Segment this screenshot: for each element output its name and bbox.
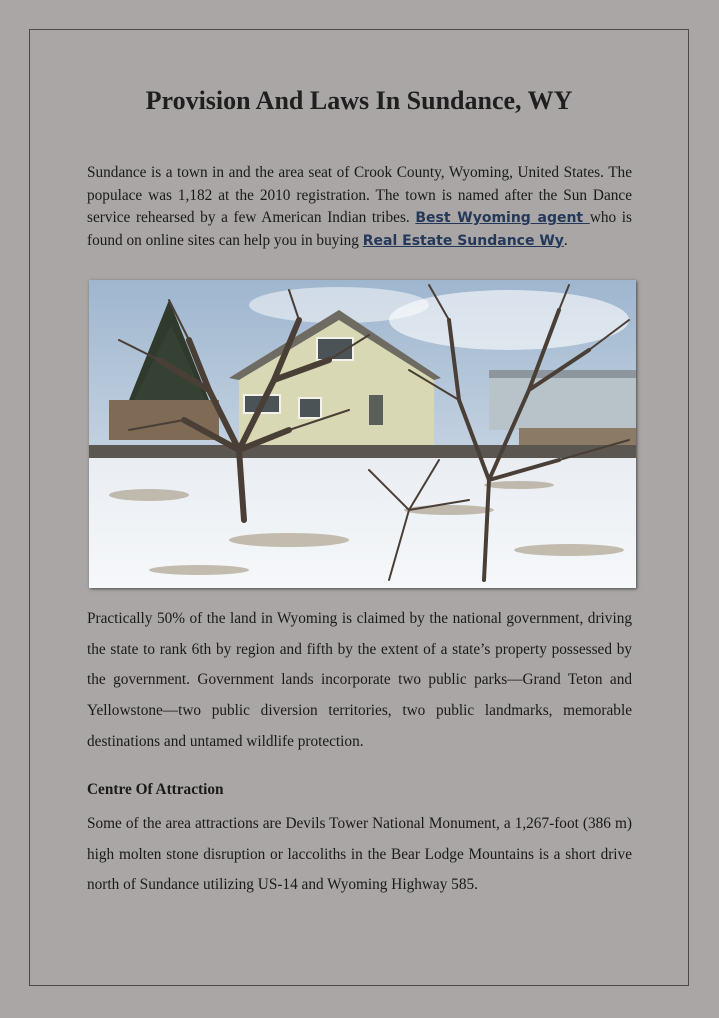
house-photo xyxy=(89,280,636,588)
best-wyoming-agent-link[interactable]: Best Wyoming agent xyxy=(415,210,590,226)
land-ownership-paragraph: Practically 50% of the land in Wyoming is claimed by the national government, driving the state to rank 6th by region and fifth by the extent of a state’s property possessed by the government. Government lands incorporate two public parks—Grand Teton and Yellowstone—two public diversion territories, two public landmarks, memorable destinations and untamed wildlife protection. xyxy=(87,610,632,750)
house-photo-illustration xyxy=(89,280,636,588)
intro-text-3: . xyxy=(563,231,568,249)
page-title: Provision And Laws In Sundance, WY xyxy=(145,86,573,115)
section-heading: Centre Of Attraction xyxy=(87,781,224,798)
attractions-paragraph: Some of the area attractions are Devils Tower National Monument, a 1,267-foot (386 m) high molten stone disruption or laccoliths in the Bear Lodge Mountains is a short drive north of Sundance utilizing US-14 and Wyoming Highway 585. xyxy=(87,815,632,894)
intro-paragraph xyxy=(87,162,632,252)
intro-text-2: who is found on online sites can help you in buying xyxy=(87,209,632,249)
real-estate-sundance-link[interactable]: Real Estate Sundance Wy xyxy=(362,232,564,249)
intro-text-1: Sundance is a town in and the area seat of Crook County, Wyoming, United States. The populace was 1,182 at the 2010 registration. The town is named after the Sun Dance service rehearsed by a few American Indian tribes. xyxy=(87,164,632,226)
